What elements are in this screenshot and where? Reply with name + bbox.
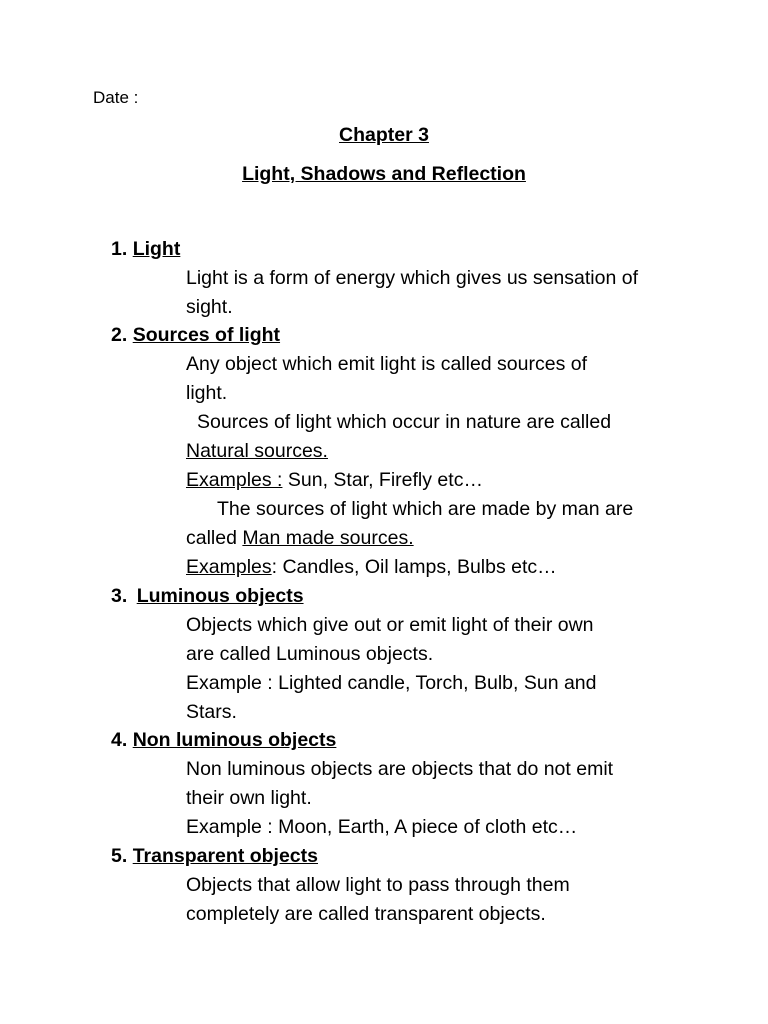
examples-label: Examples bbox=[186, 556, 272, 578]
examples-label: Examples : bbox=[186, 469, 283, 491]
date-label: Date : bbox=[93, 88, 139, 107]
paragraph-line bbox=[186, 526, 414, 550]
section-heading: Non luminous objects bbox=[132, 729, 337, 751]
section-heading: Luminous objects bbox=[136, 585, 304, 607]
paragraph-line: Any object which emit light is called sources of bbox=[186, 353, 588, 375]
paragraph-line: The sources of light which are made by man are bbox=[217, 498, 634, 520]
paragraph-line: sight. bbox=[186, 296, 233, 318]
section-heading: Sources of light bbox=[132, 324, 281, 346]
paragraph-line: Stars. bbox=[186, 701, 237, 723]
paragraph-line: light. bbox=[186, 382, 228, 404]
section-heading: Light bbox=[132, 238, 181, 260]
section-4-heading-line bbox=[111, 728, 336, 752]
section-3-heading-line bbox=[111, 584, 304, 608]
paragraph-line: Light is a form of energy which gives us sensation of bbox=[186, 267, 638, 289]
section-number: 1. bbox=[111, 238, 128, 260]
natural-sources-term: Natural sources. bbox=[186, 440, 328, 462]
examples-line bbox=[186, 468, 483, 492]
paragraph-line: Example : Moon, Earth, A piece of cloth etc… bbox=[186, 816, 578, 838]
section-5-heading-line bbox=[111, 844, 318, 868]
examples-line bbox=[186, 555, 557, 579]
paragraph-line: Example : Lighted candle, Torch, Bulb, Sun and bbox=[186, 672, 597, 694]
section-heading: Transparent objects bbox=[132, 845, 318, 867]
man-made-sources-term: Man made sources. bbox=[242, 527, 414, 549]
section-2-heading-line bbox=[111, 323, 280, 347]
paragraph-line: are called Luminous objects. bbox=[186, 643, 434, 665]
section-number: 3. bbox=[111, 585, 128, 607]
section-1-heading-line bbox=[111, 237, 180, 261]
paragraph-line: completely are called transparent objects. bbox=[186, 903, 546, 925]
chapter-title: Light, Shadows and Reflection bbox=[242, 163, 526, 185]
called-word: called bbox=[186, 527, 237, 549]
section-number: 5. bbox=[111, 845, 128, 867]
paragraph-line: Objects which give out or emit light of their own bbox=[186, 614, 594, 636]
section-number: 2. bbox=[111, 324, 128, 346]
paragraph-line: Non luminous objects are objects that do not emit bbox=[186, 758, 614, 780]
paragraph-line: Objects that allow light to pass through them bbox=[186, 874, 570, 896]
examples-text: Sun, Star, Firefly etc… bbox=[287, 469, 483, 491]
chapter-number: Chapter 3 bbox=[339, 124, 429, 146]
examples-text: : Candles, Oil lamps, Bulbs etc… bbox=[271, 556, 557, 578]
paragraph-line: their own light. bbox=[186, 787, 312, 809]
paragraph-line: Sources of light which occur in nature are called bbox=[197, 411, 612, 433]
section-number: 4. bbox=[111, 729, 128, 751]
